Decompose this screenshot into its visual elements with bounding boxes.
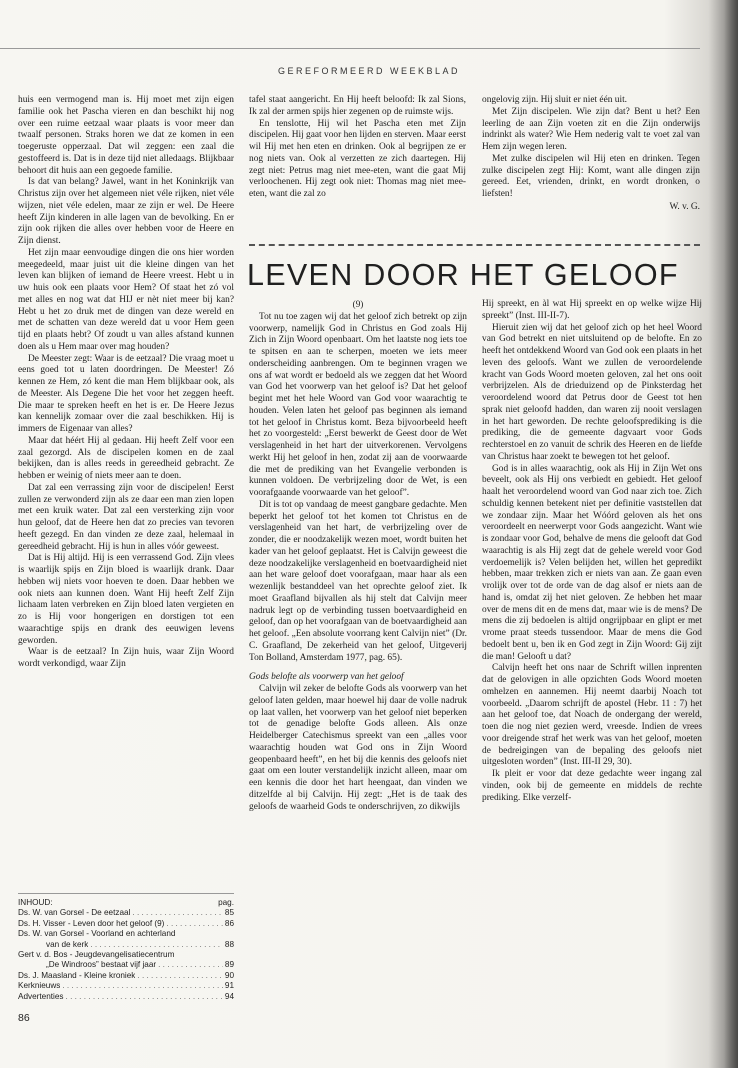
toc-item — [18, 981, 234, 991]
paragraph: Hij spreekt, en àl wat Hij spreekt en op welke wijze Hij spreekt” (Inst. III-II-7). — [482, 299, 702, 321]
paragraph: Is dat van belang? Jawel, want in het Koninkrijk van Christus zijn over het algemeen niet véle rijken, niet véle wijzen, niet véle edelen, maar ze zijn er wel. De Heere heeft Zijn kinderen in alle lagen van de bevolking. En er zijn ook rijken die alles over hebben voor de Heere en Zijn dienst. — [18, 177, 234, 246]
paragraph: Tot nu toe zagen wij dat het geloof zich betrekt op zijn voorwerp, namelijk God in Christus en God zoals Hij Zich in Zijn Woord openbaart. Om het laatste nog iets toe te spitsen en aan te scherpen, moeten we iets meer onderscheiding aanbrengen. Om te beginnen vragen we ons af wat wordt er bedoeld als we zeggen dat het Woord van God het voorwerp van het geloof is? Dat het geloof begint met het hele Woord van God voor waarachtig te houden. Velen laten het geloof pas beginnen als iemand tot het geloof in Christus komt. Beza bijvoorbeeld heeft het zo voorgesteld: „Eerst bewerkt de Geest door de Wet verslagenheid in het hart der uitverkorenen. Vervolgens werkt Hij het geloof in hen, zodat zij aan de voorwaarde die met de prediking van het Evangelie verbonden is kunnen voldoen. De verbrijzeling door de Wet, is een voorafgaande voorwaarde van het geloof”. — [249, 311, 467, 498]
toc-label: INHOUD: — [18, 898, 53, 907]
toc-item-title: Ds. J. Maasland - Kleine kroniek — [18, 970, 136, 980]
paragraph: Het zijn maar eenvoudige dingen die ons hier worden meegedeeld, maar juist uit die kleine dingen van het leven kan blijken of iemand de Heere vreest. Hebt u in uw huis ook een plaats voor Hem? Of staat het zó vol met alles en nog wat dat HIJ er nèt niet meer bij kan? Hebt u het zo druk met de dingen van deze wereld en met de schatten van deze wereld dat u voor Hem geen tijd en plaats hebt? Of zoudt u van alles afstand kunnen doen als u Hem maar over mag houden? — [18, 247, 234, 352]
paragraph: Maar dat héért Hij al gedaan. Hij heeft Zelf voor een zaal gezorgd. Als de discipelen komen en de zaal bekijken, dan is alles reeds in gereedheid gebracht. Ze hebben er weinig of niets meer aan te doen. — [18, 435, 234, 481]
top-rule — [0, 48, 700, 49]
paragraph: tafel staat aangericht. En Hij heeft beloofd: Ik zal Sions, Ik zal der armen spijs hier zegenen op de ruimste wijs. — [249, 95, 466, 117]
paragraph: Met Zijn discipelen. Wie zijn dat? Bent u het? Een leerling de aan Zijn voeten zit en die Zijn onderwijs indrinkt als water? Wie Hem nederig valt te voet zal van Hem zijn wegen leren. — [482, 106, 700, 152]
column-right-top — [482, 95, 700, 237]
running-head: GEREFORMEERD WEEKBLAD — [277, 66, 461, 76]
toc-item — [18, 992, 234, 1002]
paragraph: ongelovig zijn. Hij sluit er niet één uit. — [482, 95, 628, 105]
paragraph: Dit is tot op vandaag de meest gangbare gedachte. Men beperkt het geloof tot het komen tot Christus en de verslagenheid van het hart, de verbrijzeling over de zonder, die er noodzakelijk wezen moet, wordt buiten het kader van het geloof geplaatst. Het is Calvijn geweest die deze noodzakelijke verslagenheid en boetvaardigheid niet aan het ware geloof doet voorafgaan, maar haar als een wezenlijk bestanddeel van het oprechte geloof ziet. Ik moet Graafland bijvallen als hij stelt dat Calvijn meer nadruk legt op de verbinding tussen boetvaardigheid en geloof, dan op het voorafgaan van de boetvaardigheid aan het geloof. „Een absolute voorrang kent Calvijn niet” (Dr. C. Graafland, De zekerheid van het geloof, Uitgeverij Ton Bolland, Amsterdam 1977, pag. 65). — [249, 499, 467, 663]
toc-item — [18, 940, 234, 950]
paragraph: Ik pleit er voor dat deze gedachte weer ingang zal vinden, ook bij de gemeente en middels de rechte prediking. Elke verzelf- — [482, 769, 702, 803]
toc-page-label: pag. — [218, 898, 234, 907]
paragraph: Met zulke discipelen wil Hij eten en drinken. Tegen zulke discipelen zegt Hij: Komt, want alle dingen zijn gereed. Eet, vrienden, drinkt, en wordt dronken, o liefsten! — [482, 153, 700, 199]
toc-item — [18, 950, 234, 960]
toc-item-page: 85 — [224, 908, 234, 918]
toc-item-title: Ds. W. van Gorsel - De eetzaal — [18, 908, 131, 918]
paragraph: Dat zal een verrassing zijn voor de discipelen! Eerst zullen ze verwonderd zijn als ze daar een man zien lopen met een kruik water. Dat zal een versterking zijn voor hun geloof, dat de Heere hen dat zo precies van tevoren heeft gezegd. En dan vinden ze deze zaal, helemaal in gereedheid gebracht. Hij is hun in alles vóór geweest. — [18, 482, 234, 552]
paragraph: Hieruit zien wij dat het geloof zich op het heel Woord van God betrekt en niet uitsluitend op de belofte. En zo heeft het ontdekkend Woord van God ook een plaats in het leven des geloofs. Want we zullen de veroordelende kracht van Gods Woord moeten geloven, zal het ons ooit verbrijzelen. Als de drieduizend op de Pinksterdag het veroordelend woord dat Petrus door de Geest tot hen sprak niet geloofd hadden, dan waren zij nooit verslagen in het hart geworden. De rechte geloofsprediking is die prediking, die de gemeente dagvaart voor Gods rechterstoel en zo vanuit de schrik des Heeren en de liefde van Christus haar zoekt te bewegen tot het geloof. — [482, 322, 702, 462]
paragraph: De Meester zegt: Waar is de eetzaal? Die vraag moet u eens goed tot u laten doordringen. De Meester! Zó kennen ze Hem, zó kent die man Hem blijkbaar ook, als de Meester. Als Degene Die het voor het zeggen heeft. Die maar te spreken heeft en het is er. De Heere Jezus kan kennelijk zomaar over die zaal beschikken. Hij is immers de Eigenaar van alles? — [18, 353, 234, 434]
column-middle-top — [249, 95, 466, 237]
toc-item-page: 89 — [224, 960, 234, 970]
subheading: Gods belofte als voorwerp van het geloof — [249, 672, 404, 683]
toc-item — [18, 929, 234, 939]
toc-item-title: van de kerk — [46, 939, 89, 949]
paragraph: Waar is de eetzaal? In Zijn huis, waar Zijn Woord wordt verkondigd, waar Zijn — [18, 647, 234, 669]
toc-item-title: Ds. H. Visser - Leven door het geloof (9) — [18, 918, 165, 928]
paragraph: Calvijn wil zeker de belofte Gods als voorwerp van het geloof laten gelden, maar hoewel hij daar de volle nadruk op laat vallen, het voorwerp van het geloof niet beperken tot de genadige belofte Gods alleen. Als onze Heidelberger Catechismus spreekt van een „alles voor waarachtig houden wat God ons in Zijn Woord geopenbaard heeft”, en het bij die kennis des geloofs niet gaat om een louter verstandelijk inzicht alleen, maar om een kennis die door het hart heengaat, dan vinden we ditzelfde al bij Calvijn. Hij zegt: „Het is de taak des geloofs de waarheid Gods te onderschrijven, zo dikwijls — [249, 684, 467, 812]
paragraph: En tenslotte, Hij wil het Pascha eten met Zijn discipelen. Hij gaat voor hen lijden en sterven. Maar eerst wil Hij met hen eten en drinken. Ook al begrijpen ze er nog niets van. Ook al verzetten ze zich daartegen. Hij zegt niet: Petrus mag niet mee-eten, want die gaat Mij verloochenen. Hij zegt ook niet: Thomas mag niet mee-eten, want die zal zo — [249, 118, 466, 199]
toc-item-title: Kerknieuws — [18, 981, 61, 991]
toc-item-title: Advertenties — [18, 991, 64, 1001]
table-of-contents — [18, 893, 234, 1002]
toc-header — [18, 898, 234, 908]
toc-item — [18, 960, 234, 970]
toc-item-page: 94 — [224, 991, 234, 1001]
page-edge-shadow — [724, 0, 738, 1068]
toc-item — [18, 919, 234, 929]
article-separator — [249, 244, 700, 246]
toc-item-title: „De Windroos” bestaat vijf jaar — [46, 960, 157, 970]
article-column-left — [249, 299, 467, 1019]
page-number: 86 — [18, 1012, 30, 1024]
toc-item-title: Ds. W. van Gorsel - Voorland en achterland — [18, 929, 176, 939]
paragraph: huis een vermogend man is. Hij moet met zijn eigen familie ook het Pascha vieren en dan beschikt hij nog over een ruime eetzaal waar plaats is voor meer dan twaalf personen. Straks horen we dat ze komen in een toegeruste opperzaal. Dat wil zeggen: een zaal die gestoffeerd is. Dat is in deze tijd niet alledaags. Blijkbaar behoort dit huis aan een gegoede familie. — [18, 95, 234, 176]
paragraph: Dat is Hij altijd. Hij is een verrassend God. Zijn vlees is waarlijk spijs en Zijn bloed is waarlijk drank. Daar hebben wij niets voor hoeven te doen. Daar hebben we ook niets aan kunnen doen. Want Hij heeft Zelf Zijn lichaam laten verbreken en Zijn bloed laten vergieten en zo is Hij voor hongerigen en dorstigen tot een waarachtige spijs en drank des eeuwigen levens geworden. — [18, 553, 234, 646]
article-column-right — [482, 299, 702, 1034]
article-title: LEVEN DOOR HET GELOOF — [247, 258, 679, 292]
toc-item — [18, 908, 234, 918]
column-left — [18, 95, 234, 880]
toc-item-page: 88 — [224, 939, 234, 949]
author-signature: W. v. G. — [669, 201, 700, 212]
toc-item-page: 91 — [224, 981, 234, 991]
toc-item-title: Gert v. d. Bos - Jeugdevangelisatiecentrum — [18, 950, 175, 960]
toc-item-page: 90 — [224, 970, 234, 980]
toc-item — [18, 971, 234, 981]
toc-item-page: 86 — [224, 918, 234, 928]
article-number: (9) — [352, 299, 364, 309]
paragraph: God is in alles waarachtig, ook als Hij in Zijn Wet ons beveelt, ook als Hij ons verbiedt en gebiedt. Het geloof haalt het veroordelend woord van God naar zich toe. Zich schuldig kennen betekent niet per definitie vaststellen dat we zondaar zijn. Maar het Wóórd geloven als het ons veroordeelt en neerwerpt voor Gods aangezicht. Want wie is zondaar voor God, behalve de mens die gelooft dat God waarachtig is als Hij zegt dat de gehele wereld voor God verdoemelijk is? Velen belijden het, willen het gepredikt hebben, maar trekken zich er niets van aan. Ze gaan even vrolijk over tot de orde van de dag alsof er niets aan de hand is, omdat zij het niet geloven. Ze hebben het maar over de mens dit en de mens dat, maar wie is de mens? De mens die zij bedoelen is altijd ongrijpbaar en glipt er met vrome praat steeds tussendoor. Maar de mens die God bedoelt bent u, ben ik en God zegt in Zijn Woord: Gij zijt die man! Gelooft u dat? — [482, 463, 702, 662]
paragraph: Calvijn heeft het ons naar de Schrift willen inprenten dat de gelovigen in alle opzichten Gods Woord moeten omhelzen en aannemen. Hij neemt daarbij Noach tot voorbeeld. „Daarom schrijft de apostel (Hebr. 11 : 7) het aan het geloof toe, dat Noach de ondergang der wereld, toen die nog niet gezien werd, vreesde. Indien de vrees voor dreigende straf het werk was van het geloof, moeten de bedreigingen van de bepaling des geloofs niet uitgesloten worden” (Inst. III-II 29, 30). — [482, 663, 702, 768]
